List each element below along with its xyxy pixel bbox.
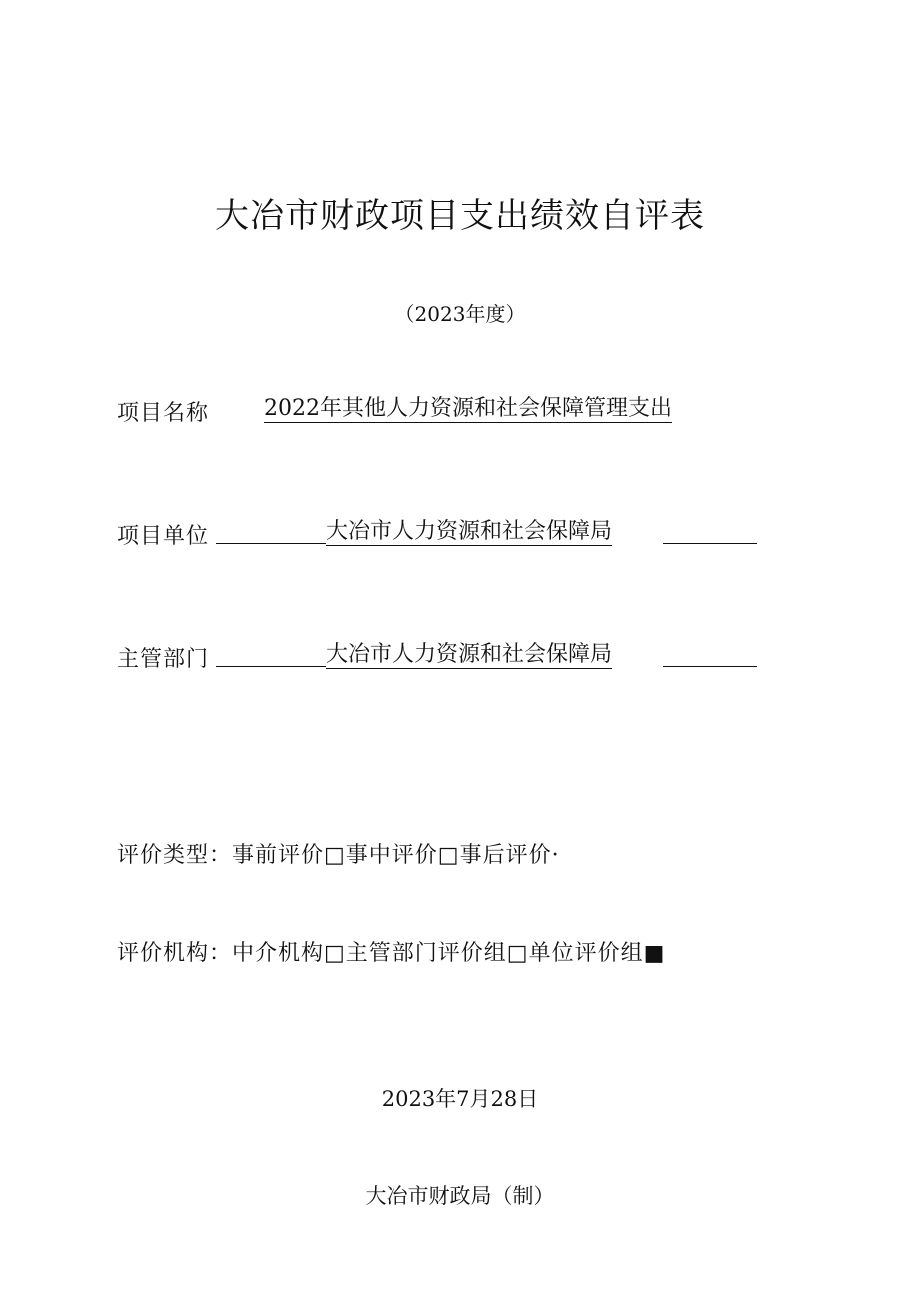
project-name-label: 项目名称 xyxy=(117,401,210,426)
report-year: （2023年度） xyxy=(394,302,526,326)
supervisor-underline-left xyxy=(216,642,326,667)
evaluation-organization: 评价机构：中介机构□主管部门评价组□单位评价组■ xyxy=(117,941,666,966)
project-unit-value: 大冶市人力资源和社会保障局 xyxy=(326,519,613,544)
supervisor-underline-right xyxy=(663,642,757,667)
project-unit-underline-right xyxy=(663,519,757,544)
supervisor-value: 大冶市人力资源和社会保障局 xyxy=(326,642,613,667)
project-unit-label: 项目单位 xyxy=(117,524,210,549)
issuer: 大冶市财政局（制） xyxy=(365,1184,555,1208)
project-name-value: 2022年其他人力资源和社会保障管理支出 xyxy=(264,396,672,421)
report-date: 2023年7月28日 xyxy=(381,1087,539,1111)
project-unit-underline-left xyxy=(216,519,326,544)
evaluation-type: 评价类型：事前评价□事中评价□事后评价· xyxy=(117,843,560,868)
document-title: 大冶市财政项目支出绩效自评表 xyxy=(215,196,705,236)
supervisor-label: 主管部门 xyxy=(117,647,210,672)
